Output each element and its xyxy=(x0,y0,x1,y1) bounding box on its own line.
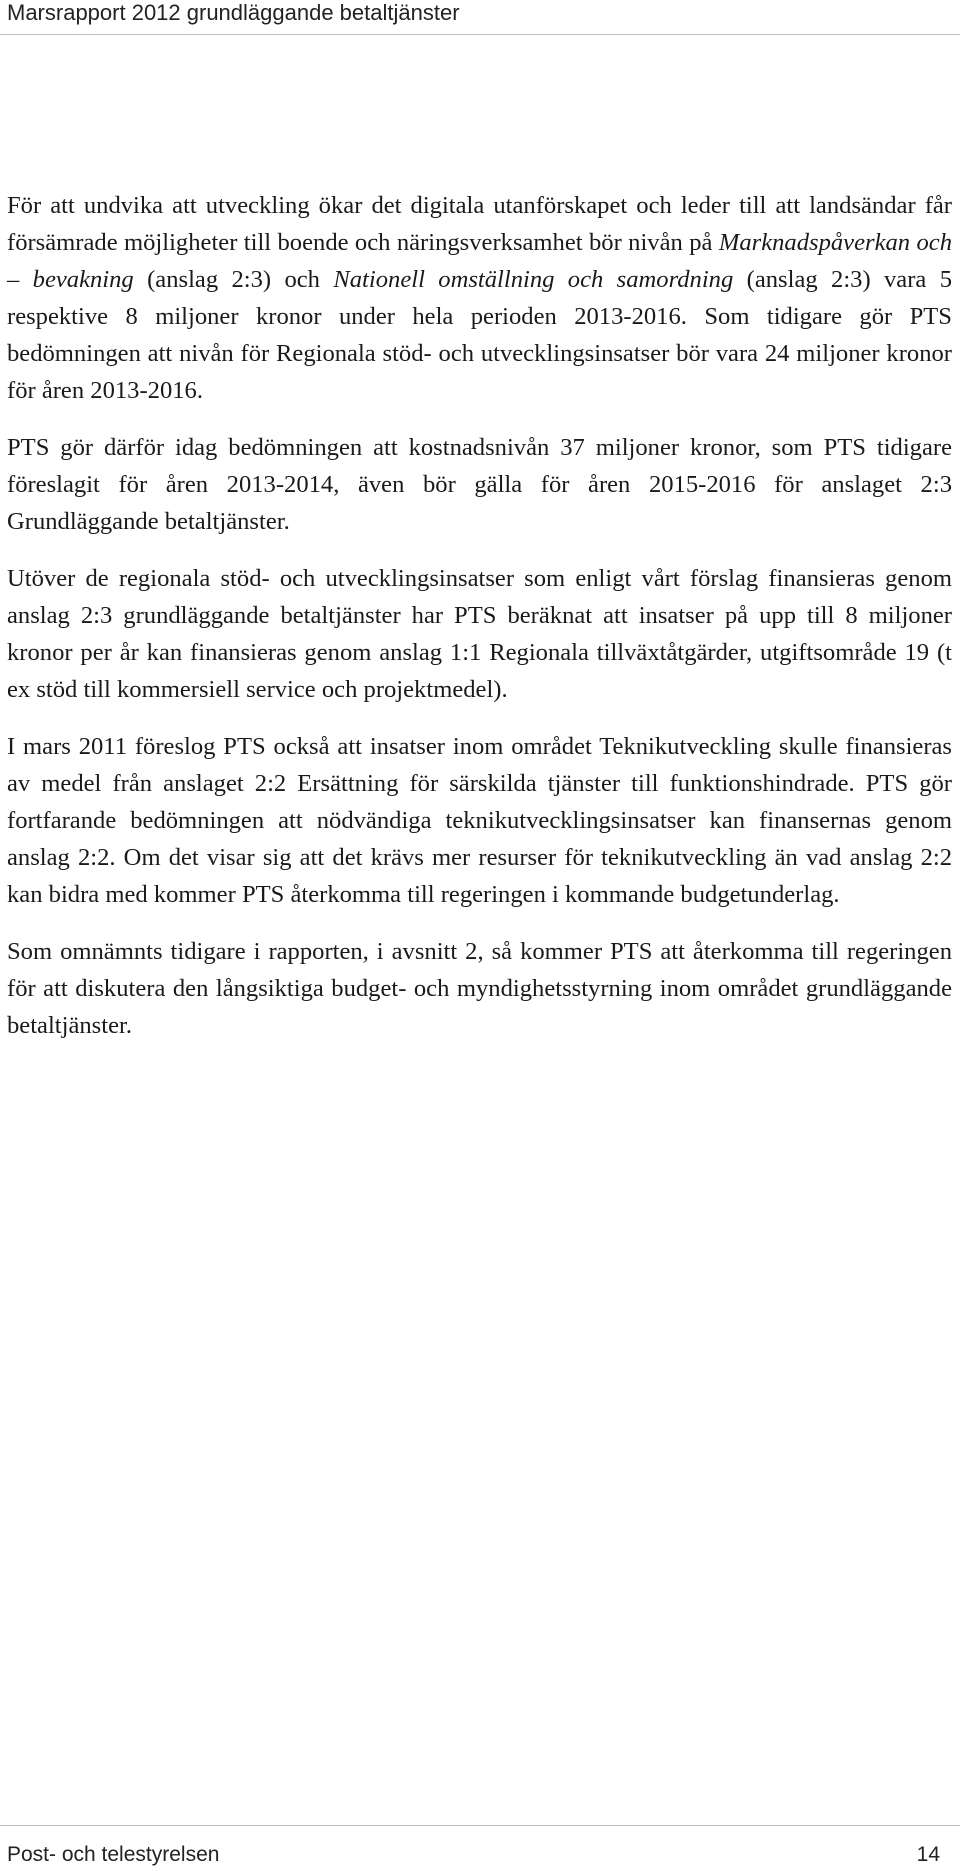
page-number: 14 xyxy=(916,1843,940,1866)
paragraph-1-rest: (anslag 2:3) vara 5 respektive 8 miljoner kronor under hela perioden 2013-2016. Som tidigare gör PTS bedömningen att nivån för Regionala stöd- och utvecklingsinsatser bör vara 24 miljoner kronor för åren 2013-2016. xyxy=(7,266,952,404)
paragraph-1-middle: (anslag 2:3) och xyxy=(133,266,334,293)
paragraph-2: PTS gör därför idag bedömningen att kostnadsnivån 37 miljoner kronor, som PTS tidigare föreslagit för åren 2013-2014, även bör gälla för åren 2015-2016 för anslaget 2:3 Grundläggande betaltjänster. xyxy=(7,434,952,535)
header-divider xyxy=(0,34,960,35)
paragraph-1-italic-term-2: Nationell omställning och samordning xyxy=(333,266,734,293)
paragraph-4: I mars 2011 föreslog PTS också att insatser inom området Teknikutveckling skulle finansieras av medel från anslaget 2:2 Ersättning för särskilda tjänster till funktionshindrade. PTS gör fortfarande bedömningen att nödvändiga teknikutvecklingsinsatser kan finansernas genom anslag 2:2. Om det visar sig att det krävs mer resurser för teknikutveckling än vad anslag 2:2 kan bidra med kommer PTS återkomma till regeringen i kommande budgetunderlag. xyxy=(7,733,952,908)
paragraph-1-intro: För att undvika att utveckling ökar det digitala utanförskapet och leder till att landsändar får försämrade möjligheter till boende och näringsverksamhet bör nivån på xyxy=(7,192,952,256)
footer-publisher: Post- och telestyrelsen xyxy=(7,1843,220,1866)
page-footer xyxy=(0,1825,960,1871)
paragraph-1-italic-term-1: Marknadspåverkan och – bevakning xyxy=(7,229,952,293)
page-header xyxy=(0,0,960,40)
paragraph-5: Som omnämnts tidigare i rapporten, i avsnitt 2, så kommer PTS att återkomma till regeringen för att diskutera den långsiktiga budget- och myndighetsstyrning inom området grundläggande betaltjänster. xyxy=(7,938,952,1039)
document-body xyxy=(7,187,952,1064)
paragraph-1 xyxy=(7,187,952,409)
footer-divider xyxy=(0,1825,960,1826)
paragraph-3: Utöver de regionala stöd- och utvecklingsinsatser som enligt vårt förslag finansieras genom anslag 2:3 grundläggande betaltjänster har PTS beräknat att insatser på upp till 8 miljoner kronor per år kan finansieras genom anslag 1:1 Regionala tillväxtåtgärder, utgiftsområde 19 (t ex stöd till kommersiell service och projektmedel). xyxy=(7,565,952,703)
document-title: Marsrapport 2012 grundläggande betaltjänster xyxy=(7,0,460,25)
